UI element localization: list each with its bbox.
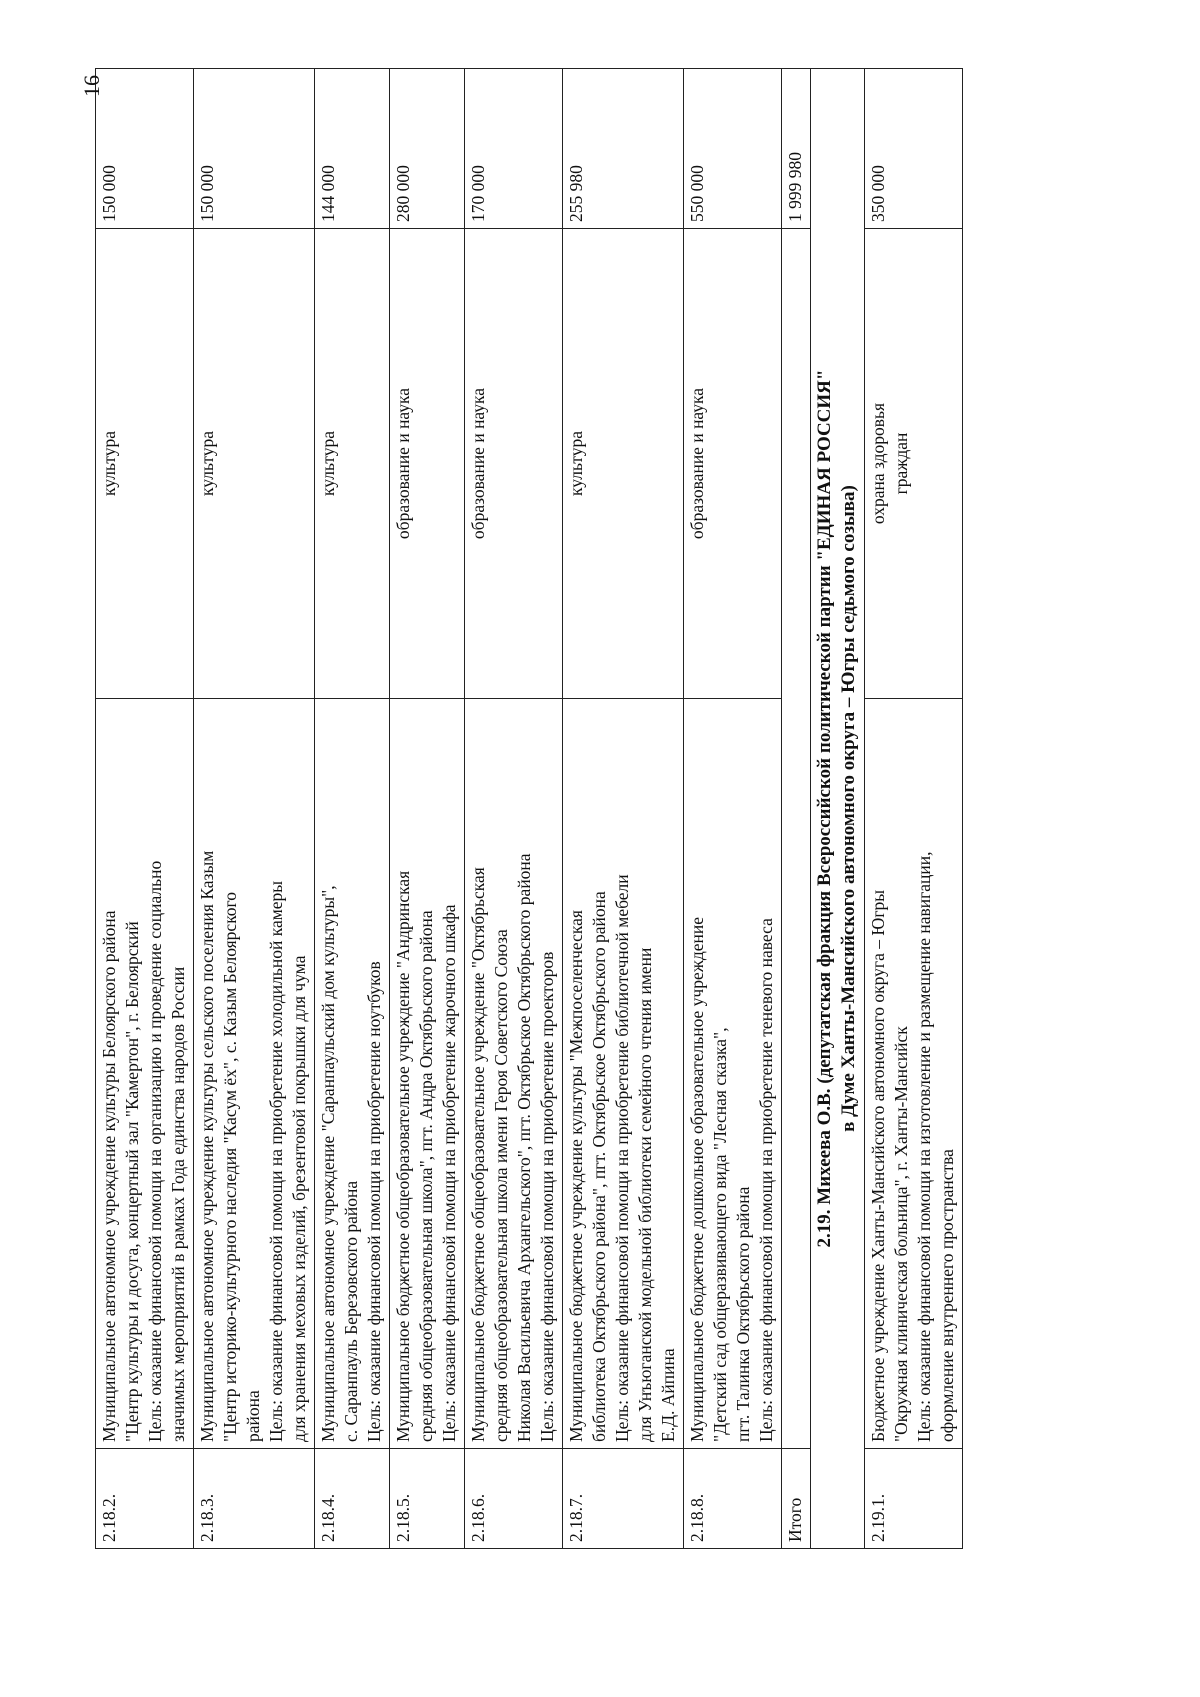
description-line: Е.Д. Айпина	[658, 1348, 678, 1442]
row-sum: 350 000	[865, 69, 963, 229]
sphere-line: охрана здоровья	[868, 402, 888, 525]
table-row	[865, 69, 963, 1549]
description-line: Цель: оказание финансовой помощи на приобретение библиотечной мебели	[612, 874, 632, 1442]
description-line: средняя общеобразовательная школа имени Героя Советского Союза	[491, 929, 511, 1442]
row-sum: 144 000	[315, 69, 390, 229]
row-sum: 280 000	[390, 69, 465, 229]
row-description	[563, 699, 684, 1449]
row-number: 2.18.3.	[194, 1449, 315, 1549]
row-description	[96, 699, 194, 1449]
row-sum: 150 000	[194, 69, 315, 229]
section-heading	[811, 69, 865, 1549]
table-row	[315, 69, 390, 1549]
description-line: Николая Васильевича Архангельского", пгт. Октябрьское Октябрьского района	[514, 853, 534, 1442]
table-row	[465, 69, 563, 1549]
description-line: Муниципальное бюджетное общеобразовательное учреждение "Андринская	[393, 870, 413, 1442]
description-line: значимых мероприятий в рамках Года единства народов России	[168, 966, 188, 1442]
description-line: "Детский сад общеразвивающего вида "Лесная сказка",	[710, 1027, 730, 1442]
description-line: Муниципальное автономное учреждение культуры Белоярского района	[99, 910, 119, 1442]
section-heading-line: в Думе Ханты-Мансийского автономного округа – Югры седьмого созыва)	[838, 485, 859, 1132]
row-sphere: образование и наука	[390, 229, 465, 699]
row-sum: 550 000	[684, 69, 782, 229]
description-line: Муниципальное бюджетное учреждение культуры "Межпоселенческая	[566, 910, 586, 1442]
row-number: 2.18.6.	[465, 1449, 563, 1549]
row-description	[390, 699, 465, 1449]
description-line: Цель: оказание финансовой помощи на приобретение холодильной камеры	[266, 880, 286, 1442]
description-line: для Унъюганской модельной библиотеки семейного чтения имени	[635, 947, 655, 1442]
description-line: Цель: оказание финансовой помощи на приобретение проекторов	[537, 951, 557, 1442]
description-line: Бюджетное учреждение Ханты-Мансийского автономного округа – Югры	[868, 889, 888, 1442]
description-line: Цель: оказание финансовой помощи на организацию и проведение социально	[145, 860, 165, 1442]
description-line: Цель: оказание финансовой помощи на изготовление и размещение навигации,	[914, 851, 934, 1442]
row-number: 2.18.2.	[96, 1449, 194, 1549]
total-row	[782, 69, 811, 1549]
section-heading-line: 2.19. Михеева О.В. (депутатская фракция Всероссийской политической партии "ЕДИНАЯ РОССИЯ"	[814, 369, 835, 1248]
description-line: Цель: оказание финансовой помощи на приобретение теневого навеса	[756, 918, 776, 1442]
description-line: Муниципальное бюджетное дошкольное образовательное учреждение	[687, 917, 707, 1442]
row-sphere: образование и наука	[465, 229, 563, 699]
description-line: библиотека Октябрьского района", пгт. Октябрьское Октябрьского района	[589, 891, 609, 1442]
page-number: 16	[79, 75, 104, 97]
row-number: 2.18.4.	[315, 1449, 390, 1549]
row-sum: 150 000	[96, 69, 194, 229]
row-description	[194, 699, 315, 1449]
description-line: района	[243, 1390, 263, 1442]
description-line: "Окружная клиническая больница", г. Ханты-Мансийск	[891, 1026, 911, 1442]
row-description	[465, 699, 563, 1449]
grants-table	[95, 68, 963, 1549]
row-sphere: культура	[194, 229, 315, 699]
description-line: Цель: оказание финансовой помощи на приобретение ноутбуков	[364, 961, 384, 1442]
description-line: "Центр историко-культурного наследия "Касум ёх", с. Казым Белоярского	[220, 891, 240, 1442]
row-description	[315, 699, 390, 1449]
description-line: с. Саранпауль Березовского района	[341, 1180, 361, 1442]
description-line: "Центр культуры и досуга, концертный зал "Камертон", г. Белоярский	[122, 921, 142, 1442]
description-line: для хранения меховых изделий, брезентовой покрышки для чума	[289, 955, 309, 1442]
description-line: Муниципальное бюджетное общеобразовательное учреждение "Октябрьская	[468, 867, 488, 1442]
total-sum: 1 999 980	[782, 69, 811, 229]
description-line: оформление внутреннего пространства	[937, 1149, 957, 1442]
row-sphere: образование и наука	[684, 229, 782, 699]
section-row	[811, 69, 865, 1549]
description-line: Цель: оказание финансовой помощи на приобретение жарочного шкафа	[439, 904, 459, 1442]
row-sum: 255 980	[563, 69, 684, 229]
description-line: пгт. Талинка Октябрьского района	[733, 1186, 753, 1442]
table-row	[194, 69, 315, 1549]
table-row	[684, 69, 782, 1549]
table-row	[563, 69, 684, 1549]
description-line: Муниципальное автономное учреждение культуры сельского поселения Казым	[197, 850, 217, 1442]
row-number: 2.18.5.	[390, 1449, 465, 1549]
row-sphere: культура	[96, 229, 194, 699]
table-row	[390, 69, 465, 1549]
row-number: 2.19.1.	[865, 1449, 963, 1549]
row-description	[865, 699, 963, 1449]
row-description	[684, 699, 782, 1449]
total-label: Итого	[782, 1449, 811, 1549]
row-sphere: культура	[563, 229, 684, 699]
row-number: 2.18.8.	[684, 1449, 782, 1549]
row-number: 2.18.7.	[563, 1449, 684, 1549]
row-sphere: культура	[315, 229, 390, 699]
sphere-line: граждан	[891, 432, 911, 495]
rotated-content	[79, 69, 1095, 1549]
row-sphere	[865, 229, 963, 699]
total-spacer	[782, 229, 811, 1449]
description-line: средняя общеобразовательная школа", пгт. Андра Октябрьского района	[416, 910, 436, 1442]
description-line: Муниципальное автономное учреждение "Саранпаульский дом культуры",	[318, 885, 338, 1442]
table-row	[96, 69, 194, 1549]
row-sum: 170 000	[465, 69, 563, 229]
